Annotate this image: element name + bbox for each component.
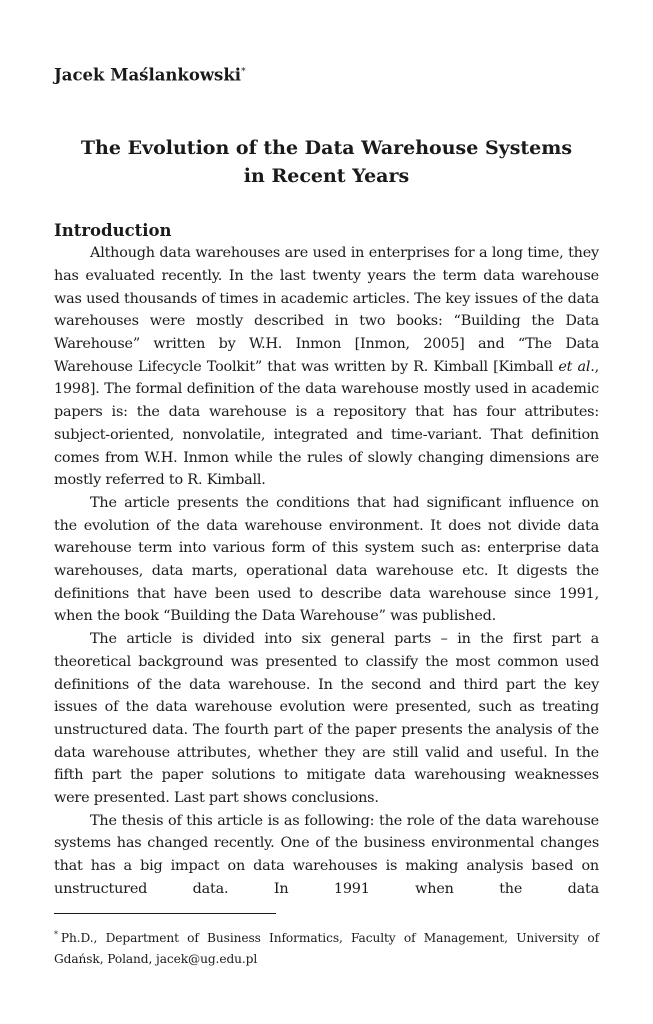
footnote-text: Ph.D., Department of Business Informatics, Faculty of Management, University of Gdańsk, Poland, jacek@ug.edu.pl [54,931,599,967]
paragraph-1 [54,242,599,492]
paragraph-4: The thesis of this article is as following: the role of the data warehouse systems has changed recently. One of the business environmental changes that has a big impact on data warehouses is making analysis based on unstructured data. In 1991 when the data [54,812,599,897]
footnote [54,924,599,970]
paragraph-1-part-a: Although data warehouses are used in enterprises for a long time, they has evaluated recently. In the last twenty years the term data warehouse was used thousands of times in academic articles. The key issues of the data warehouses were mostly described in two books: “Building the Data Warehouse” written by W.H. Inmon [Inmon, 2005] and “The Data Warehouse Lifecycle Toolkit” that was written by R. Kimball [Kimball [54,245,599,375]
footnote-marker: * [54,930,58,939]
paragraph-2: The article presents the conditions that had significant influence on the evolution of the data warehouse environment. It does not divide data warehouse term into various form of this system such as: enterprise data warehouses, data marts, operational data warehouse etc. It digests the definitions that have been used to describe data warehouse since 1991, when the book “Building the Data Warehouse” was published. [54,494,599,625]
section-heading-introduction: Introduction [54,220,172,240]
footnote-divider [54,913,276,914]
title-line-2: in Recent Years [243,164,410,187]
article-page [54,60,599,901]
section-body [54,242,599,900]
author-footnote-marker[interactable]: * [241,67,246,77]
author-name-text: Jacek Maślankowski [54,65,242,85]
author-name [54,60,599,88]
paragraph-3: The article is divided into six general parts – in the first part a theoretical background was presented to classify the most common used definitions of the data warehouse. In the second and third part the key issues of the data warehouse evolution were presented, such as treating unstructured data. The fourth part of the paper presents the analysis of the data warehouse attributes, whether they are still valid and useful. In the fifth part the paper solutions to mitigate data warehousing weaknesses were presented. Last part shows conclusions. [54,631,599,807]
paragraph-1-etal: et al. [558,358,595,375]
title-line-1: The Evolution of the Data Warehouse Systems [80,136,573,159]
article-title [54,134,599,190]
paragraph-1-part-b: , 1998]. The formal definition of the data warehouse mostly used in academic papers is: the data warehouse is a repository that has four attributes: subject-oriented, nonvolatile, integrated and time-variant. That definition comes from W.H. Inmon while the rules of slowly changing dimensions are mostly referred to R. Kimball. [54,358,599,489]
